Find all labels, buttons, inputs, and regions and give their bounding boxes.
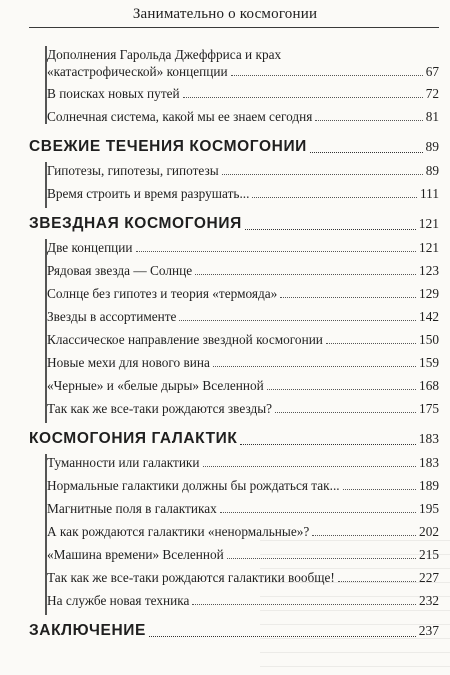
leader-dots bbox=[275, 412, 416, 413]
toc-entry-title: Две концепции bbox=[47, 240, 133, 255]
toc-entry-page: 81 bbox=[425, 109, 439, 124]
toc-entry-title: Туманности или галактики bbox=[47, 455, 200, 470]
toc-entry-page: 121 bbox=[419, 240, 439, 255]
leader-dots bbox=[240, 444, 415, 445]
toc-entry-page: 232 bbox=[419, 593, 439, 608]
leader-dots bbox=[179, 320, 416, 321]
toc-entry[interactable] bbox=[29, 85, 439, 102]
toc-entry-title: Новые мехи для нового вина bbox=[47, 355, 210, 370]
section-title: ЗАКЛЮЧЕНИЕ bbox=[29, 622, 146, 639]
section-title: СВЕЖИЕ ТЕЧЕНИЯ КОСМОГОНИИ bbox=[29, 138, 307, 155]
toc-entry[interactable] bbox=[29, 108, 439, 125]
section-heading[interactable] bbox=[29, 429, 439, 449]
toc-entry[interactable] bbox=[29, 477, 439, 494]
leader-dots bbox=[245, 229, 416, 230]
toc-entry[interactable] bbox=[29, 239, 439, 256]
toc-entry-title: В поисках новых путей bbox=[47, 86, 180, 101]
toc-section bbox=[29, 137, 439, 202]
toc-entry-title: «Машина времени» Вселенной bbox=[47, 547, 224, 562]
toc-entry-page: 195 bbox=[419, 501, 439, 516]
leader-dots bbox=[183, 97, 423, 98]
toc-entry-title: Нормальные галактики должны бы рождаться так... bbox=[47, 478, 340, 493]
toc-entry-page: 159 bbox=[419, 355, 439, 370]
leader-dots bbox=[222, 174, 423, 175]
toc-entry-title: Время строить и время разрушать... bbox=[47, 186, 250, 201]
section-page: 121 bbox=[418, 216, 439, 231]
section-page: 237 bbox=[418, 623, 439, 638]
toc-entry-title: Рядовая звезда — Солнце bbox=[47, 263, 193, 278]
leader-dots bbox=[203, 466, 417, 467]
toc-entry-page: 72 bbox=[425, 86, 439, 101]
leader-dots bbox=[312, 535, 416, 536]
toc-entry-title: Классическое направление звездной космогонии bbox=[47, 332, 323, 347]
leader-dots bbox=[267, 389, 416, 390]
section-page: 89 bbox=[425, 139, 439, 154]
section-items bbox=[29, 239, 439, 417]
toc-entry[interactable] bbox=[29, 523, 439, 540]
toc-entry[interactable] bbox=[29, 454, 439, 471]
toc-entry-page: 215 bbox=[419, 547, 439, 562]
toc-entry[interactable] bbox=[29, 331, 439, 348]
toc-entry[interactable] bbox=[29, 285, 439, 302]
leader-dots bbox=[231, 75, 423, 76]
toc-entry-title: Звезды в ассортименте bbox=[47, 309, 177, 324]
leader-dots bbox=[343, 489, 416, 490]
toc-entry-page: 89 bbox=[425, 163, 439, 178]
toc-entry-title: Гипотезы, гипотезы, гипотезы bbox=[47, 163, 219, 178]
toc-entry[interactable] bbox=[29, 185, 439, 202]
leader-dots bbox=[315, 120, 422, 121]
section-heading[interactable] bbox=[29, 137, 439, 157]
running-title: Занимательно о космогонии bbox=[132, 6, 318, 22]
leader-dots bbox=[310, 152, 423, 153]
toc-entry[interactable] bbox=[29, 46, 439, 80]
toc-entry-page: 183 bbox=[419, 455, 439, 470]
toc-entry-title: «Черные» и «белые дыры» Вселенной bbox=[47, 378, 264, 393]
toc-entry[interactable] bbox=[29, 162, 439, 179]
toc-entry-title: Так как же все-таки рождаются галактики вообще! bbox=[47, 570, 335, 585]
toc-entry[interactable] bbox=[29, 500, 439, 517]
leader-dots bbox=[213, 366, 416, 367]
toc-entry-page: 168 bbox=[419, 378, 439, 393]
toc-entry-page: 67 bbox=[425, 64, 439, 79]
toc-entry[interactable] bbox=[29, 308, 439, 325]
toc-entry-page: 227 bbox=[419, 570, 439, 585]
toc-entry-page: 142 bbox=[419, 309, 439, 324]
section-page: 183 bbox=[418, 431, 439, 446]
section-title: КОСМОГОНИЯ ГАЛАКТИК bbox=[29, 430, 238, 447]
toc-entry-title: Солнце без гипотез и теория «термояда» bbox=[47, 286, 278, 301]
section-title: ЗВЕЗДНАЯ КОСМОГОНИЯ bbox=[29, 215, 242, 232]
toc-entry-page: 189 bbox=[419, 478, 439, 493]
toc-entry-page: 111 bbox=[420, 186, 439, 201]
toc-section bbox=[29, 214, 439, 417]
toc-entry-title: Так как же все-таки рождаются звезды? bbox=[47, 401, 273, 416]
toc-entry-title: На службе новая техника bbox=[47, 593, 190, 608]
leader-dots bbox=[136, 251, 417, 252]
toc-group-continued bbox=[29, 46, 439, 125]
show-through-shadow bbox=[260, 540, 450, 675]
section-items bbox=[29, 162, 439, 202]
toc-entry-page: 202 bbox=[419, 524, 439, 539]
toc-entry-title: Магнитные поля в галактиках bbox=[47, 501, 217, 516]
leader-dots bbox=[326, 343, 416, 344]
toc-entry[interactable] bbox=[29, 377, 439, 394]
toc-entry[interactable] bbox=[29, 400, 439, 417]
toc-entry-title-line2: «катастрофической» концепции bbox=[47, 64, 228, 79]
leader-dots bbox=[280, 297, 416, 298]
section-heading[interactable] bbox=[29, 214, 439, 234]
leader-dots bbox=[220, 512, 416, 513]
leader-dots bbox=[195, 274, 416, 275]
toc-entry[interactable] bbox=[29, 262, 439, 279]
toc-entry-page: 150 bbox=[419, 332, 439, 347]
header-rule bbox=[29, 27, 439, 28]
toc-entry-page: 175 bbox=[419, 401, 439, 416]
toc-entry-title-line1: Дополнения Гарольда Джеффриса и крах bbox=[47, 47, 282, 62]
toc-entry-page: 129 bbox=[419, 286, 439, 301]
toc-entry-title: А как рождаются галактики «ненормальные»? bbox=[47, 524, 310, 539]
leader-dots bbox=[252, 197, 417, 198]
toc-entry[interactable] bbox=[29, 354, 439, 371]
toc-entry-title: Солнечная система, какой мы ее знаем сегодня bbox=[47, 109, 313, 124]
toc-entry-page: 123 bbox=[419, 263, 439, 278]
